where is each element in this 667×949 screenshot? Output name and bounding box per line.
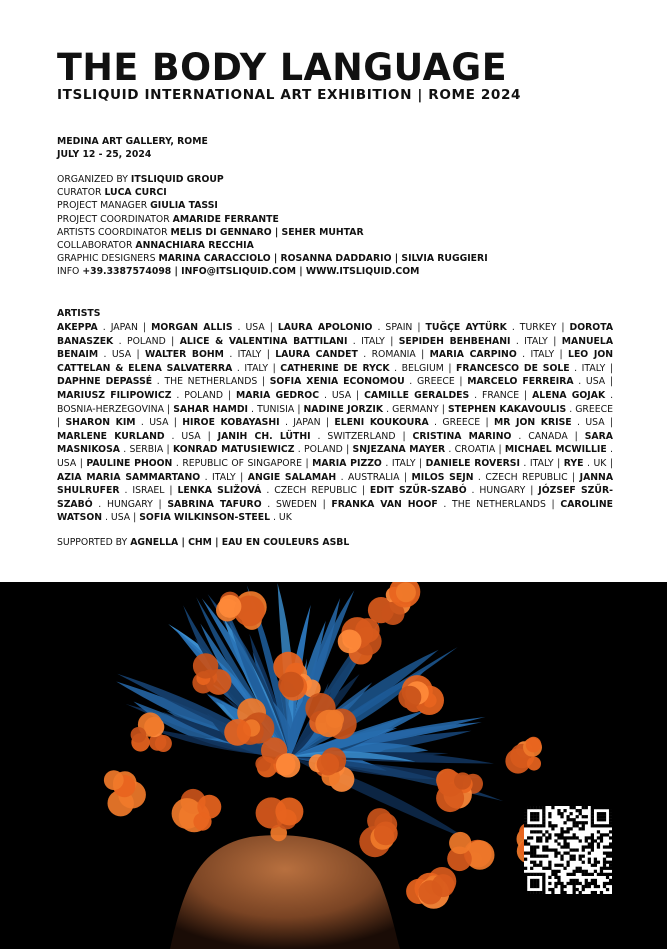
artist-country: POLAND: [184, 389, 224, 401]
qr-code-pattern: [524, 806, 612, 894]
venue-block: [57, 135, 208, 161]
artist-country: JAPAN: [293, 417, 321, 429]
artist-item: ANGIE SALAMAH . AUSTRALIA: [247, 471, 400, 483]
artist-name: STEPHEN KAKAVOULIS: [447, 403, 567, 415]
artist-name: MARCELO FERREIRA: [467, 376, 574, 388]
artist-country: FRANCE: [482, 389, 520, 401]
artist-item: TUĞÇE AYTÜRK . TURKEY: [425, 322, 557, 333]
artist-name: DOROTA BANASZEK: [57, 322, 614, 347]
artist-item: PAULINE PHOON . REPUBLIC OF SINGAPORE: [86, 457, 302, 469]
artist-item: AKEPPA . JAPAN: [57, 322, 138, 333]
artist-name: AKEPPA: [57, 322, 98, 333]
artist-item: SABRINA TAFURO . SWEDEN: [167, 498, 317, 510]
artist-country: SWEDEN: [275, 498, 317, 510]
artist-country: SERBIA: [129, 444, 164, 456]
artist-item: LENKA SLIŽOVÁ . CZECH REPUBLIC: [177, 485, 357, 497]
artist-country: GREECE: [416, 376, 455, 388]
artist-name: FRANKA VAN HOOF: [331, 498, 438, 510]
artist-country: BOSNIA-HERZEGOVINA: [57, 403, 164, 415]
artist-name: MANUELA BENAIM: [57, 335, 614, 361]
artist-country: ISRAEL: [132, 485, 165, 497]
artist-name: ALICE & VALENTINA BATTILANI: [179, 335, 348, 347]
artist-item: ALENA GOJAK . BOSNIA-HERZEGOVINA: [57, 389, 614, 415]
artist-country: REPUBLIC OF SINGAPORE: [182, 457, 302, 469]
page-title: THE BODY LANGUAGE: [57, 46, 508, 89]
artist-country: UK: [278, 512, 292, 524]
artist-name: CAROLINE WATSON: [57, 498, 613, 524]
artist-country: USA: [585, 417, 605, 429]
artist-item: CAROLINE WATSON . USA: [57, 498, 613, 524]
artist-name: CATHERINE DE RYCK: [280, 362, 390, 374]
artist-country: JAPAN: [110, 322, 138, 333]
credit-names: LUCA CURCI: [104, 187, 167, 199]
artist-country: USA: [149, 417, 169, 429]
venue-place: MEDINA ART GALLERY, ROME: [57, 136, 208, 147]
artist-item: MILOS SEJN . CZECH REPUBLIC: [411, 471, 568, 483]
supporters: AGNELLA | CHM | EAU EN COULEURS ASBL: [130, 537, 350, 548]
credits-list: [57, 173, 488, 279]
artist-country: USA: [331, 389, 352, 401]
artist-item: MARIA GEDROC . USA: [236, 389, 352, 401]
credit-role: ORGANIZED BY: [57, 174, 131, 185]
artist-item: SOFIA XENIA ECONOMOU . GREECE: [269, 376, 455, 388]
artist-country: POLAND: [304, 444, 343, 456]
artist-country: CZECH REPUBLIC: [485, 471, 568, 483]
credit-names: +39.3387574098 | INFO@ITSLIQUID.COM | WWW.ITSLIQUID.COM: [82, 266, 420, 278]
artist-item: KONRAD MATUSIEWICZ . POLAND: [172, 444, 343, 456]
artist-country: USA: [57, 457, 77, 469]
artist-name: WALTER BOHM: [144, 349, 224, 361]
artist-item: MARIA CARPINO . ITALY: [429, 349, 555, 361]
artist-name: SABRINA TAFURO: [167, 498, 262, 510]
artist-name: SOFIA WILKINSON-STEEL: [139, 512, 271, 524]
credit-line: [57, 213, 488, 226]
credit-role: COLLABORATOR: [57, 240, 136, 252]
artist-name: NADINE JORZIK: [303, 403, 384, 415]
artist-item: MARCELO FERREIRA . USA: [467, 376, 606, 388]
credit-names: MARINA CARACCIOLO | ROSANNA DADDARIO | SILVIA RUGGIERI: [158, 253, 488, 265]
credit-role: PROJECT COORDINATOR: [57, 213, 173, 225]
artist-name: SHARON KIM: [65, 417, 136, 429]
artist-name: ANGIE SALAMAH: [247, 471, 337, 483]
page-subtitle: ITSLIQUID INTERNATIONAL ART EXHIBITION | ROME 2024: [57, 87, 522, 103]
artist-name: LAURA APOLONIO: [277, 322, 373, 333]
artist-country: ITALY: [212, 471, 236, 483]
artist-item: MARIA PIZZO . ITALY: [312, 457, 416, 469]
artist-country: ITALY: [361, 335, 385, 347]
artist-country: THE NETHERLANDS: [164, 376, 258, 388]
artist-item: ELENI KOUKOURA . GREECE: [334, 417, 481, 429]
artist-item: MANUELA BENAIM . USA: [57, 335, 614, 361]
artist-name: MARIA PIZZO: [312, 457, 382, 469]
artist-item: DOROTA BANASZEK . POLAND: [57, 322, 614, 347]
artist-country: TURKEY: [519, 322, 557, 333]
artist-name: MARIUSZ FILIPOWICZ: [57, 389, 172, 401]
artist-item: ALICE & VALENTINA BATTILANI . ITALY: [179, 335, 385, 347]
artist-item: DANIELE ROVERSI . ITALY: [425, 457, 554, 469]
artist-item: STEPHEN KAKAVOULIS . GREECE: [447, 403, 613, 415]
credit-line: [57, 252, 488, 265]
artist-name: KONRAD MATUSIEWICZ: [172, 444, 295, 456]
artist-item: RYE . UK: [563, 457, 607, 469]
artist-item: DAPHNE DEPASSÉ . THE NETHERLANDS: [57, 376, 258, 388]
artist-item: CATHERINE DE RYCK . BELGIUM: [280, 362, 444, 374]
artist-country: ITALY: [391, 457, 416, 469]
artist-name: CAMILLE GERALDES: [364, 389, 470, 401]
artist-item: LAURA APOLONIO . SPAIN: [277, 322, 413, 333]
artist-name: JANNA SHULRUFER: [57, 471, 614, 497]
artist-name: CRISTINA MARINO: [412, 430, 512, 442]
artist-item: CAMILLE GERALDES . FRANCE: [364, 389, 520, 401]
credit-role: INFO: [57, 266, 83, 278]
artist-country: AUSTRALIA: [348, 471, 400, 483]
artist-name: LEO JON CATTELAN & ELENA SALVATERRA: [57, 349, 614, 374]
artist-country: GREECE: [575, 403, 613, 415]
artist-item: SEPIDEH BEHBEHANI . ITALY: [398, 335, 548, 347]
artist-country: SPAIN: [385, 322, 413, 333]
artist-name: DANIELE ROVERSI: [425, 457, 520, 469]
artist-name: LENKA SLIŽOVÁ: [177, 485, 262, 497]
artist-country: ITALY: [237, 349, 262, 361]
artist-country: CZECH REPUBLIC: [274, 485, 357, 497]
artist-country: ROMANIA: [371, 349, 416, 361]
artist-name: MARIA CARPINO: [429, 349, 517, 361]
artist-country: HUNGARY: [479, 485, 526, 497]
artist-country: UK: [593, 457, 607, 469]
artist-item: NADINE JORZIK . GERMANY: [303, 403, 439, 415]
artist-country: BELGIUM: [401, 362, 444, 374]
artist-item: SOFIA WILKINSON-STEEL . UK: [139, 512, 292, 524]
artist-item: FRANKA VAN HOOF . THE NETHERLANDS: [331, 498, 546, 510]
artist-name: MORGAN ALLIS: [151, 322, 233, 333]
artist-country: ITALY: [530, 349, 555, 361]
credit-role: PROJECT MANAGER: [57, 200, 151, 212]
artist-country: USA: [110, 512, 131, 524]
artist-item: SNJEZANA MAYER . CROATIA: [352, 444, 496, 456]
artist-item: JANNA SHULRUFER . ISRAEL: [57, 471, 614, 497]
credit-names: AMARIDE FERRANTE: [172, 213, 279, 225]
artist-name: EDIT SZŰR-SZABÓ: [369, 485, 467, 497]
artist-country: TUNISIA: [257, 403, 295, 415]
artist-name: SNJEZANA MAYER: [352, 444, 446, 456]
artist-country: CANADA: [528, 430, 568, 442]
artist-country: ITALY: [581, 362, 606, 374]
artist-name: ALENA GOJAK: [532, 389, 606, 401]
artist-name: SARA MASNIKOSA: [57, 430, 613, 456]
credit-names: MELIS DI GENNARO | SEHER MUHTAR: [170, 226, 364, 238]
artist-country: GREECE: [442, 417, 481, 429]
artist-country: HUNGARY: [106, 498, 153, 510]
credit-role: CURATOR: [57, 187, 105, 199]
artist-name: JÓZSEF SZŰR-SZABÓ: [57, 485, 613, 510]
artist-name: ELENI KOUKOURA: [334, 417, 429, 429]
artist-item: MARLENE KURLAND . USA: [57, 430, 201, 442]
artist-country: THE NETHERLANDS: [452, 498, 546, 510]
artist-name: HIROE KOBAYASHI: [182, 417, 280, 429]
artist-name: LAURA CANDET: [275, 349, 358, 361]
artist-country: ITALY: [529, 457, 554, 469]
artist-name: PAULINE PHOON: [86, 457, 173, 469]
artist-name: MR JON KRISE: [493, 417, 572, 429]
artists-list: AKEPPA . JAPAN | MORGAN ALLIS . USA | LAURA APOLONIO . SPAIN | TUĞÇE AYTÜRK . TURKEY | DOROTA BANASZEK . POLAND | ALICE & VALENTINA BATTILANI . ITALY | SEPIDEH BEHBEHANI . ITALY | MANUELA BENAIM . USA | WALTER BOHM . ITALY | LAURA CANDET . ROMANIA | MARIA CARPINO . ITALY | LEO JON CATTELAN & ELENA SALVATERRA . ITALY | CATHERINE DE RYCK . BELGIUM | FRANCESCO DE SOLE . ITALY | DAPHNE DEPASSÉ . THE NETHERLANDS | SOFIA XENIA ECONOMOU . GREECE | MARCELO FERREIRA . USA | MARIUSZ FILIPOWICZ . POLAND | MARIA GEDROC . USA | CAMILLE GERALDES . FRANCE | ALENA GOJAK . BOSNIA-HERZEGOVINA | SAHAR HAMDI . TUNISIA | NADINE JORZIK . GERMANY | STEPHEN KAKAVOULIS . GREECE | SHARON KIM . USA | HIROE KOBAYASHI . JAPAN | ELENI KOUKOURA . GREECE | MR JON KRISE . USA | MARLENE KURLAND . USA | JANIH CH. LÜTHI . SWITZERLAND | CRISTINA MARINO . CANADA | SARA MASNIKOSA . SERBIA | KONRAD MATUSIEWICZ . POLAND | SNJEZANA MAYER . CROATIA | MICHAEL MCWILLIE . USA | PAULINE PHOON . REPUBLIC OF SINGAPORE | MARIA PIZZO . ITALY | DANIELE ROVERSI . ITALY | RYE . UK | AZIA MARIA SAMMARTANO . ITALY | ANGIE SALAMAH . AUSTRALIA | MILOS SEJN . CZECH REPUBLIC | JANNA SHULRUFER . ISRAEL | LENKA SLIŽOVÁ . CZECH REPUBLIC | EDIT SZŰR-SZABÓ . HUNGARY | JÓZSEF SZŰR-SZABÓ . HUNGARY | SABRINA TAFURO . SWEDEN | FRANKA VAN HOOF . THE NETHERLANDS | CAROLINE WATSON . USA | SOFIA WILKINSON-STEEL . UK: [57, 322, 614, 524]
artist-item: WALTER BOHM . ITALY: [144, 349, 262, 361]
artist-name: SEPIDEH BEHBEHANI: [398, 335, 511, 347]
artist-country: USA: [245, 322, 265, 333]
artist-item: CRISTINA MARINO . CANADA: [412, 430, 568, 442]
artist-name: MICHAEL MCWILLIE: [504, 444, 607, 456]
credit-names: ITSLIQUID GROUP: [130, 174, 224, 185]
venue-dates: JULY 12 - 25, 2024: [57, 149, 152, 161]
artist-country: USA: [111, 349, 132, 361]
artist-item: FRANCESCO DE SOLE . ITALY: [456, 362, 606, 374]
artist-country: CROATIA: [454, 444, 496, 456]
credit-line: [57, 199, 488, 212]
artist-item: MICHAEL MCWILLIE . USA: [57, 444, 613, 469]
qr-code[interactable]: [524, 806, 612, 894]
artist-name: RYE: [563, 457, 584, 469]
supported-label: SUPPORTED BY: [57, 537, 131, 548]
artist-country: ITALY: [244, 362, 269, 374]
artist-item: SHARON KIM . USA: [65, 417, 169, 429]
artist-item: AZIA MARIA SAMMARTANO . ITALY: [57, 471, 236, 483]
artist-item: SAHAR HAMDI . TUNISIA: [173, 403, 295, 415]
artist-country: USA: [585, 376, 606, 388]
artists-heading: ARTISTS: [57, 308, 101, 319]
artist-name: SOFIA XENIA ECONOMOU: [269, 376, 405, 388]
artist-item: SARA MASNIKOSA . SERBIA: [57, 430, 613, 456]
artist-item: MORGAN ALLIS . USA: [151, 322, 265, 333]
artist-item: JÓZSEF SZŰR-SZABÓ . HUNGARY: [57, 485, 613, 510]
artist-item: MARIUSZ FILIPOWICZ . POLAND: [57, 389, 224, 401]
artist-item: HIROE KOBAYASHI . JAPAN: [182, 417, 321, 429]
credit-role: ARTISTS COORDINATOR: [57, 226, 171, 238]
artist-name: AZIA MARIA SAMMARTANO: [57, 471, 201, 483]
artist-country: ITALY: [524, 335, 548, 347]
artist-item: EDIT SZŰR-SZABÓ . HUNGARY: [369, 485, 526, 497]
artist-name: FRANCESCO DE SOLE: [456, 362, 570, 374]
artist-name: MILOS SEJN: [411, 471, 474, 483]
credit-line: [57, 186, 488, 199]
artist-country: POLAND: [126, 335, 166, 347]
artist-item: JANIH CH. LÜTHI . SWITZERLAND: [217, 430, 396, 442]
supported-by: [57, 536, 349, 549]
artist-name: JANIH CH. LÜTHI: [217, 430, 311, 442]
artist-country: GERMANY: [392, 403, 439, 415]
credit-line: [57, 265, 488, 278]
credit-names: GIULIA TASSI: [150, 200, 218, 212]
artist-name: SAHAR HAMDI: [173, 403, 248, 415]
artist-item: MR JON KRISE . USA: [493, 417, 605, 429]
artist-name: TUĞÇE AYTÜRK: [425, 322, 507, 333]
artist-country: USA: [181, 430, 201, 442]
credit-line: [57, 173, 488, 186]
artist-item: LAURA CANDET . ROMANIA: [275, 349, 416, 361]
artist-name: DAPHNE DEPASSÉ: [57, 376, 153, 388]
artist-item: LEO JON CATTELAN & ELENA SALVATERRA . ITALY: [57, 349, 614, 374]
artist-country: SWITZERLAND: [327, 430, 396, 442]
credit-role: GRAPHIC DESIGNERS: [57, 253, 159, 265]
credit-line: [57, 226, 488, 239]
credit-line: [57, 239, 488, 252]
artist-name: MARIA GEDROC: [236, 389, 320, 401]
artist-name: MARLENE KURLAND: [57, 430, 165, 442]
credit-names: ANNACHIARA RECCHIA: [135, 240, 254, 252]
